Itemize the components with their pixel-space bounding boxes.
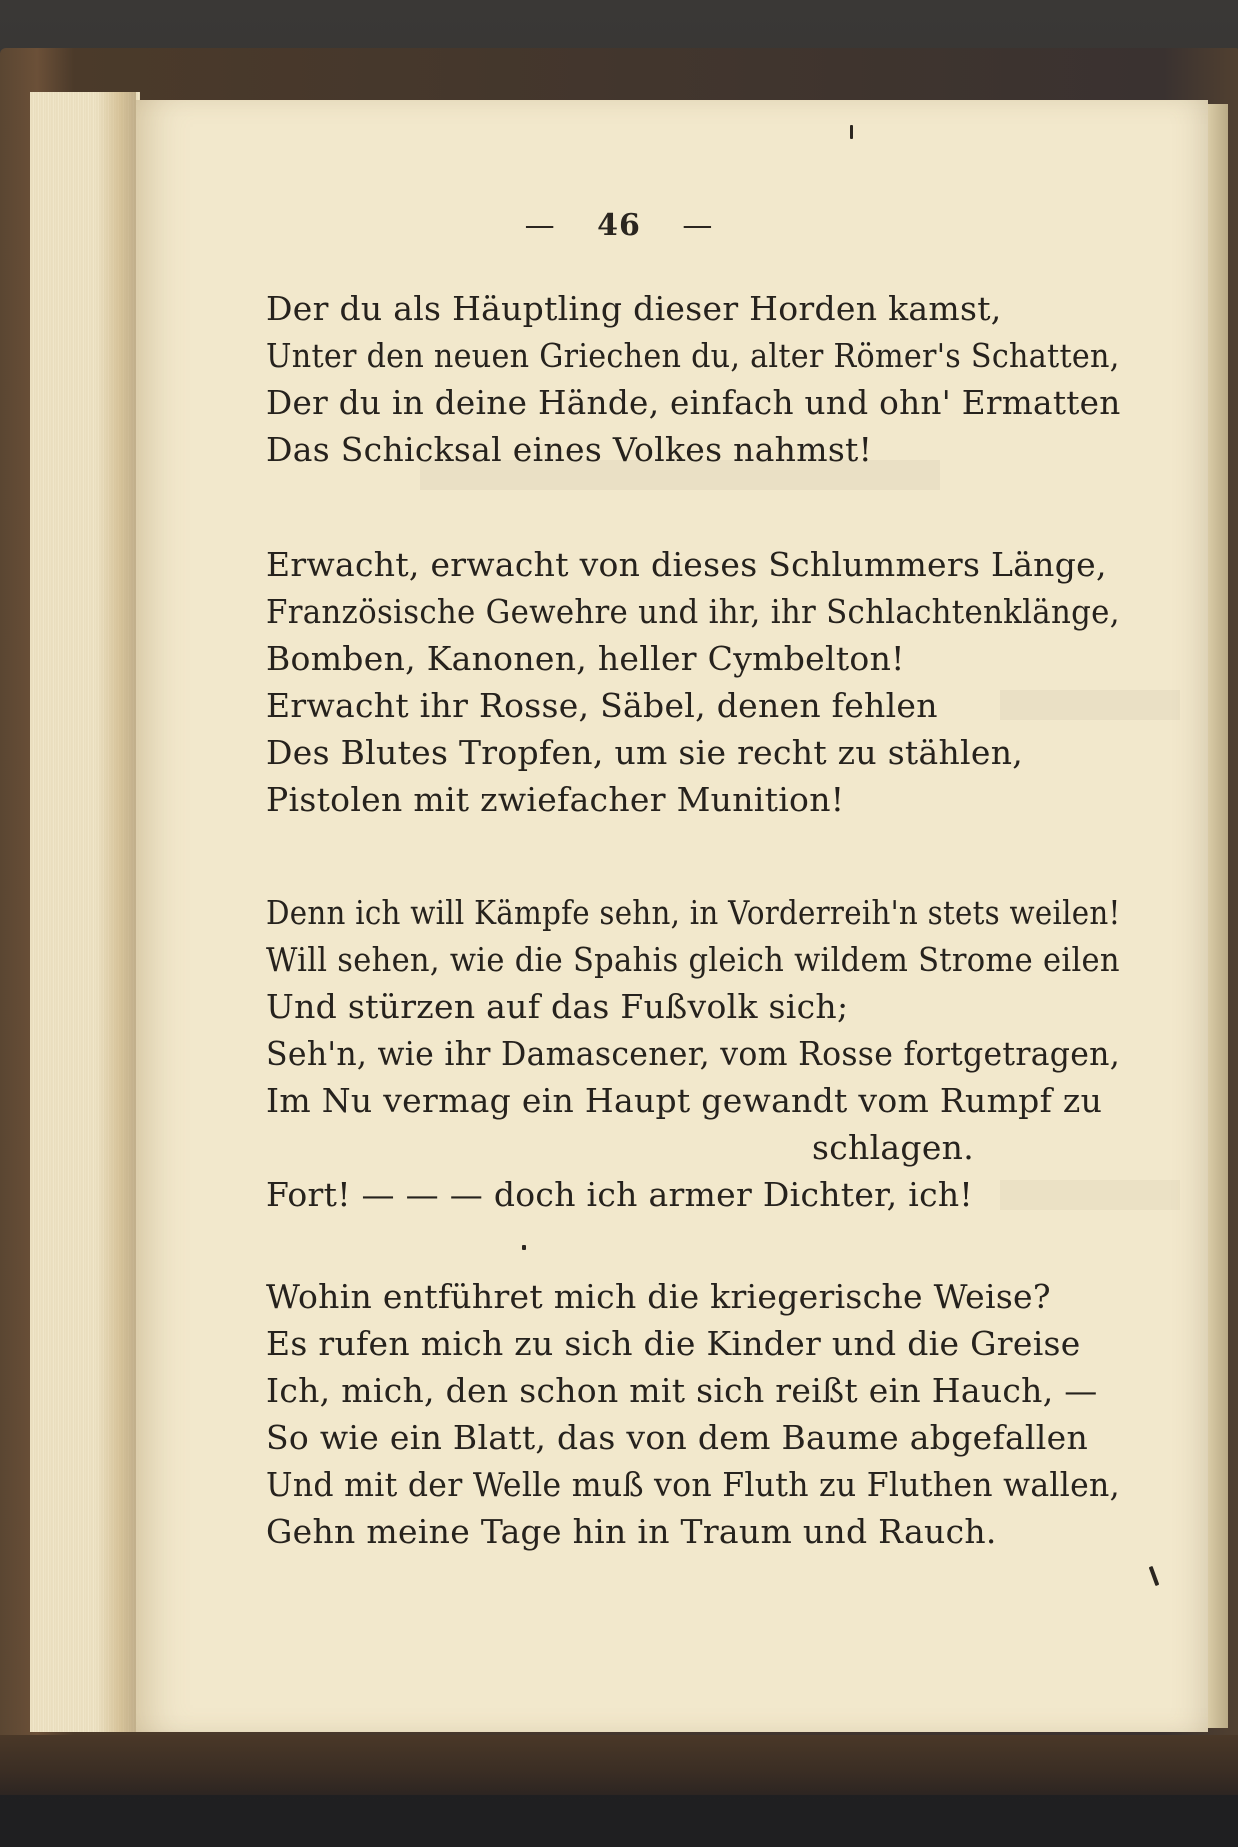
poem-line: Pistolen mit zwiefacher Munition! [266, 780, 845, 819]
bleed-through-shape [1000, 690, 1180, 720]
poem-line: Fort! — — — doch ich armer Dichter, ich! [266, 1175, 973, 1214]
poem-line: Des Blutes Tropfen, um sie recht zu stählen, [266, 733, 1024, 772]
page-number [0, 208, 1238, 243]
poem-line: Unter den neuen Griechen du, alter Römer's Schatten, [266, 336, 1120, 375]
page-right-edge [1208, 104, 1228, 1728]
poem-line: Der du als Häuptling dieser Horden kamst, [266, 289, 1002, 328]
poem-line-continuation: schlagen. [812, 1128, 974, 1167]
poem-line: Seh'n, wie ihr Damascener, vom Rosse fortgetragen, [266, 1034, 1121, 1073]
poem-line: Wohin entführet mich die kriegerische Weise? [266, 1277, 1051, 1316]
poem-line: Denn ich will Kämpfe sehn, in Vorderreih'n stets weilen! [266, 893, 1121, 932]
book-cover-bottom-edge [0, 1735, 1238, 1795]
poem-line: Ich, mich, den schon mit sich reißt ein Hauch, — [266, 1371, 1098, 1410]
gutter-shadow [96, 92, 136, 1732]
poem-line: Erwacht ihr Rosse, Säbel, denen fehlen [266, 686, 938, 725]
poem-line: Es rufen mich zu sich die Kinder und die Greise [266, 1324, 1081, 1363]
poem-line: Das Schicksal eines Volkes nahmst! [266, 430, 873, 469]
poem-line: Der du in deine Hände, einfach und ohn' Ermatten [266, 383, 1121, 422]
poem-line: Französische Gewehre und ihr, ihr Schlachtenklänge, [266, 592, 1120, 631]
poem-line: Gehn meine Tage hin in Traum und Rauch. [266, 1512, 997, 1551]
page-number-dash-right: — [682, 208, 714, 243]
page-number-value: 46 [597, 208, 641, 243]
print-speck [850, 125, 853, 139]
print-speck [522, 1245, 526, 1250]
poem-line: So wie ein Blatt, das von dem Baume abgefallen [266, 1418, 1089, 1457]
poem-line: Will sehen, wie die Spahis gleich wildem Strome eilen [266, 940, 1120, 979]
poem-line: Im Nu vermag ein Haupt gewandt vom Rumpf zu [266, 1081, 1103, 1120]
bleed-through-shape [1000, 1180, 1180, 1210]
poem-line: Bomben, Kanonen, heller Cymbelton! [266, 639, 905, 678]
page-number-dash-left: — [524, 208, 556, 243]
poem-line: Und mit der Welle muß von Fluth zu Fluthen wallen, [266, 1465, 1120, 1504]
poem-line: Erwacht, erwacht von dieses Schlummers Länge, [266, 545, 1107, 584]
poem-line: Und stürzen auf das Fußvolk sich; [266, 987, 849, 1026]
